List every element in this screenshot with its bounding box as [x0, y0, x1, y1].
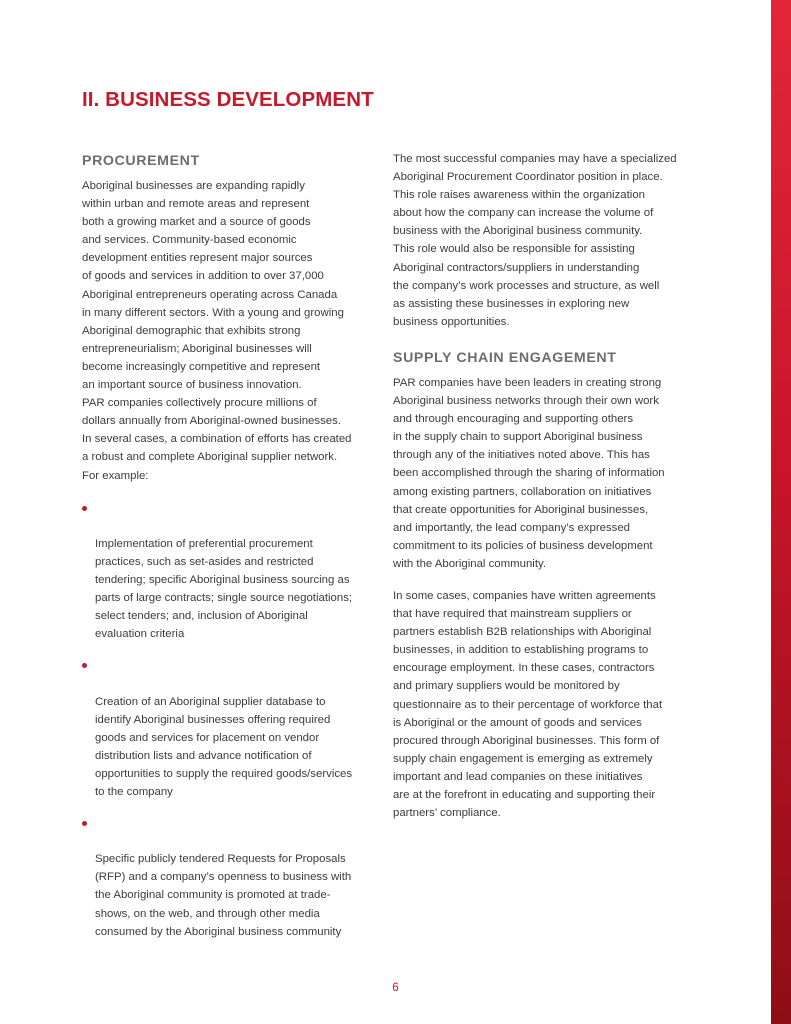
- list-item: [82, 814, 382, 941]
- bullet-text: Creation of an Aboriginal supplier database to identify Aboriginal businesses offering required goods and services for placement on vendor distribution lists and advance notification of opportunities to supply the required goods/services to the company: [95, 695, 353, 798]
- page-number: 6: [392, 982, 399, 994]
- bullet-text: Implementation of preferential procurement practices, such as set-asides and restricted tendering; specific Aboriginal business sourcing as parts of large contracts; single source negotiations; select tenders; and, inclusion of Aboriginal evaluation criteria: [95, 537, 353, 641]
- left-column: [82, 150, 382, 954]
- bullet-icon: [82, 663, 87, 668]
- coordinator-paragraph: The most successful companies may have a specialized Aboriginal Procurement Coordinator position in place. This role raises awareness within the organization about how the company can increase the volume of business with the Aboriginal business community. This role would also be responsible for assisting Aboriginal contractors/suppliers in understanding the company’s work processes and structure, as well as assisting these businesses in exploring new business opportunities.: [393, 153, 677, 328]
- list-item: [82, 499, 382, 644]
- list-item: [82, 656, 382, 801]
- supply-chain-paragraph-2: In some cases, companies have written agreements that have required that mainstream suppliers or partners establish B2B relationships with Aboriginal businesses, in addition to establishing programs to encourage employment. In these cases, contractors and primary suppliers would be monitored by questionnaire as to their percentage of workforce that is Aboriginal or the amount of goods and services procured through Aboriginal businesses. This form of supply chain engagement is emerging as extremely important and lead companies on these initiatives are at the forefront in educating and supporting their partners’ compliance.: [393, 589, 663, 820]
- red-side-bar: [771, 0, 791, 1024]
- bullet-text: Specific publicly tendered Requests for Proposals (RFP) and a company’s openness to business with the Aboriginal community is promoted at trade- shows, on the web, and through other media consumed by the Aboriginal business community: [95, 853, 352, 938]
- procurement-intro: Aboriginal businesses are expanding rapidly within urban and remote areas and represent both a growing market and a source of goods and services. Community-based economic development entities represent major sources of goods and services in addition to over 37,000 Aboriginal entrepreneurs operating across Canada in many different sectors. With a young and growing Aboriginal demographic that exhibits strong entrepreneurialism; Aboriginal businesses will become increasingly competitive and represent an important source of business innovation. PAR companies collectively procure millions of dollars annually from Aboriginal-owned businesses. In several cases, a combination of efforts has created a robust and complete Aboriginal supplier network. For example:: [82, 180, 352, 482]
- supply-chain-paragraph-1: PAR companies have been leaders in creating strong Aboriginal business networks through their own work and through encouraging and supporting others in the supply chain to support Aboriginal business through any of the initiatives noted above. This has been accomplished through the sharing of information among existing partners, collaboration on initiatives that create opportunities for Aboriginal businesses, and importantly, the lead company’s expressed commitment to its policies of business development with the Aboriginal community.: [393, 376, 665, 570]
- bullet-icon: [82, 821, 87, 826]
- right-column: [393, 150, 691, 822]
- procurement-bullet-list: [82, 499, 382, 941]
- supply-chain-heading: SUPPLY CHAIN ENGAGEMENT: [393, 349, 617, 366]
- bullet-icon: [82, 506, 87, 511]
- section-title: II. BUSINESS DEVELOPMENT: [82, 88, 374, 111]
- procurement-heading: PROCUREMENT: [82, 153, 200, 169]
